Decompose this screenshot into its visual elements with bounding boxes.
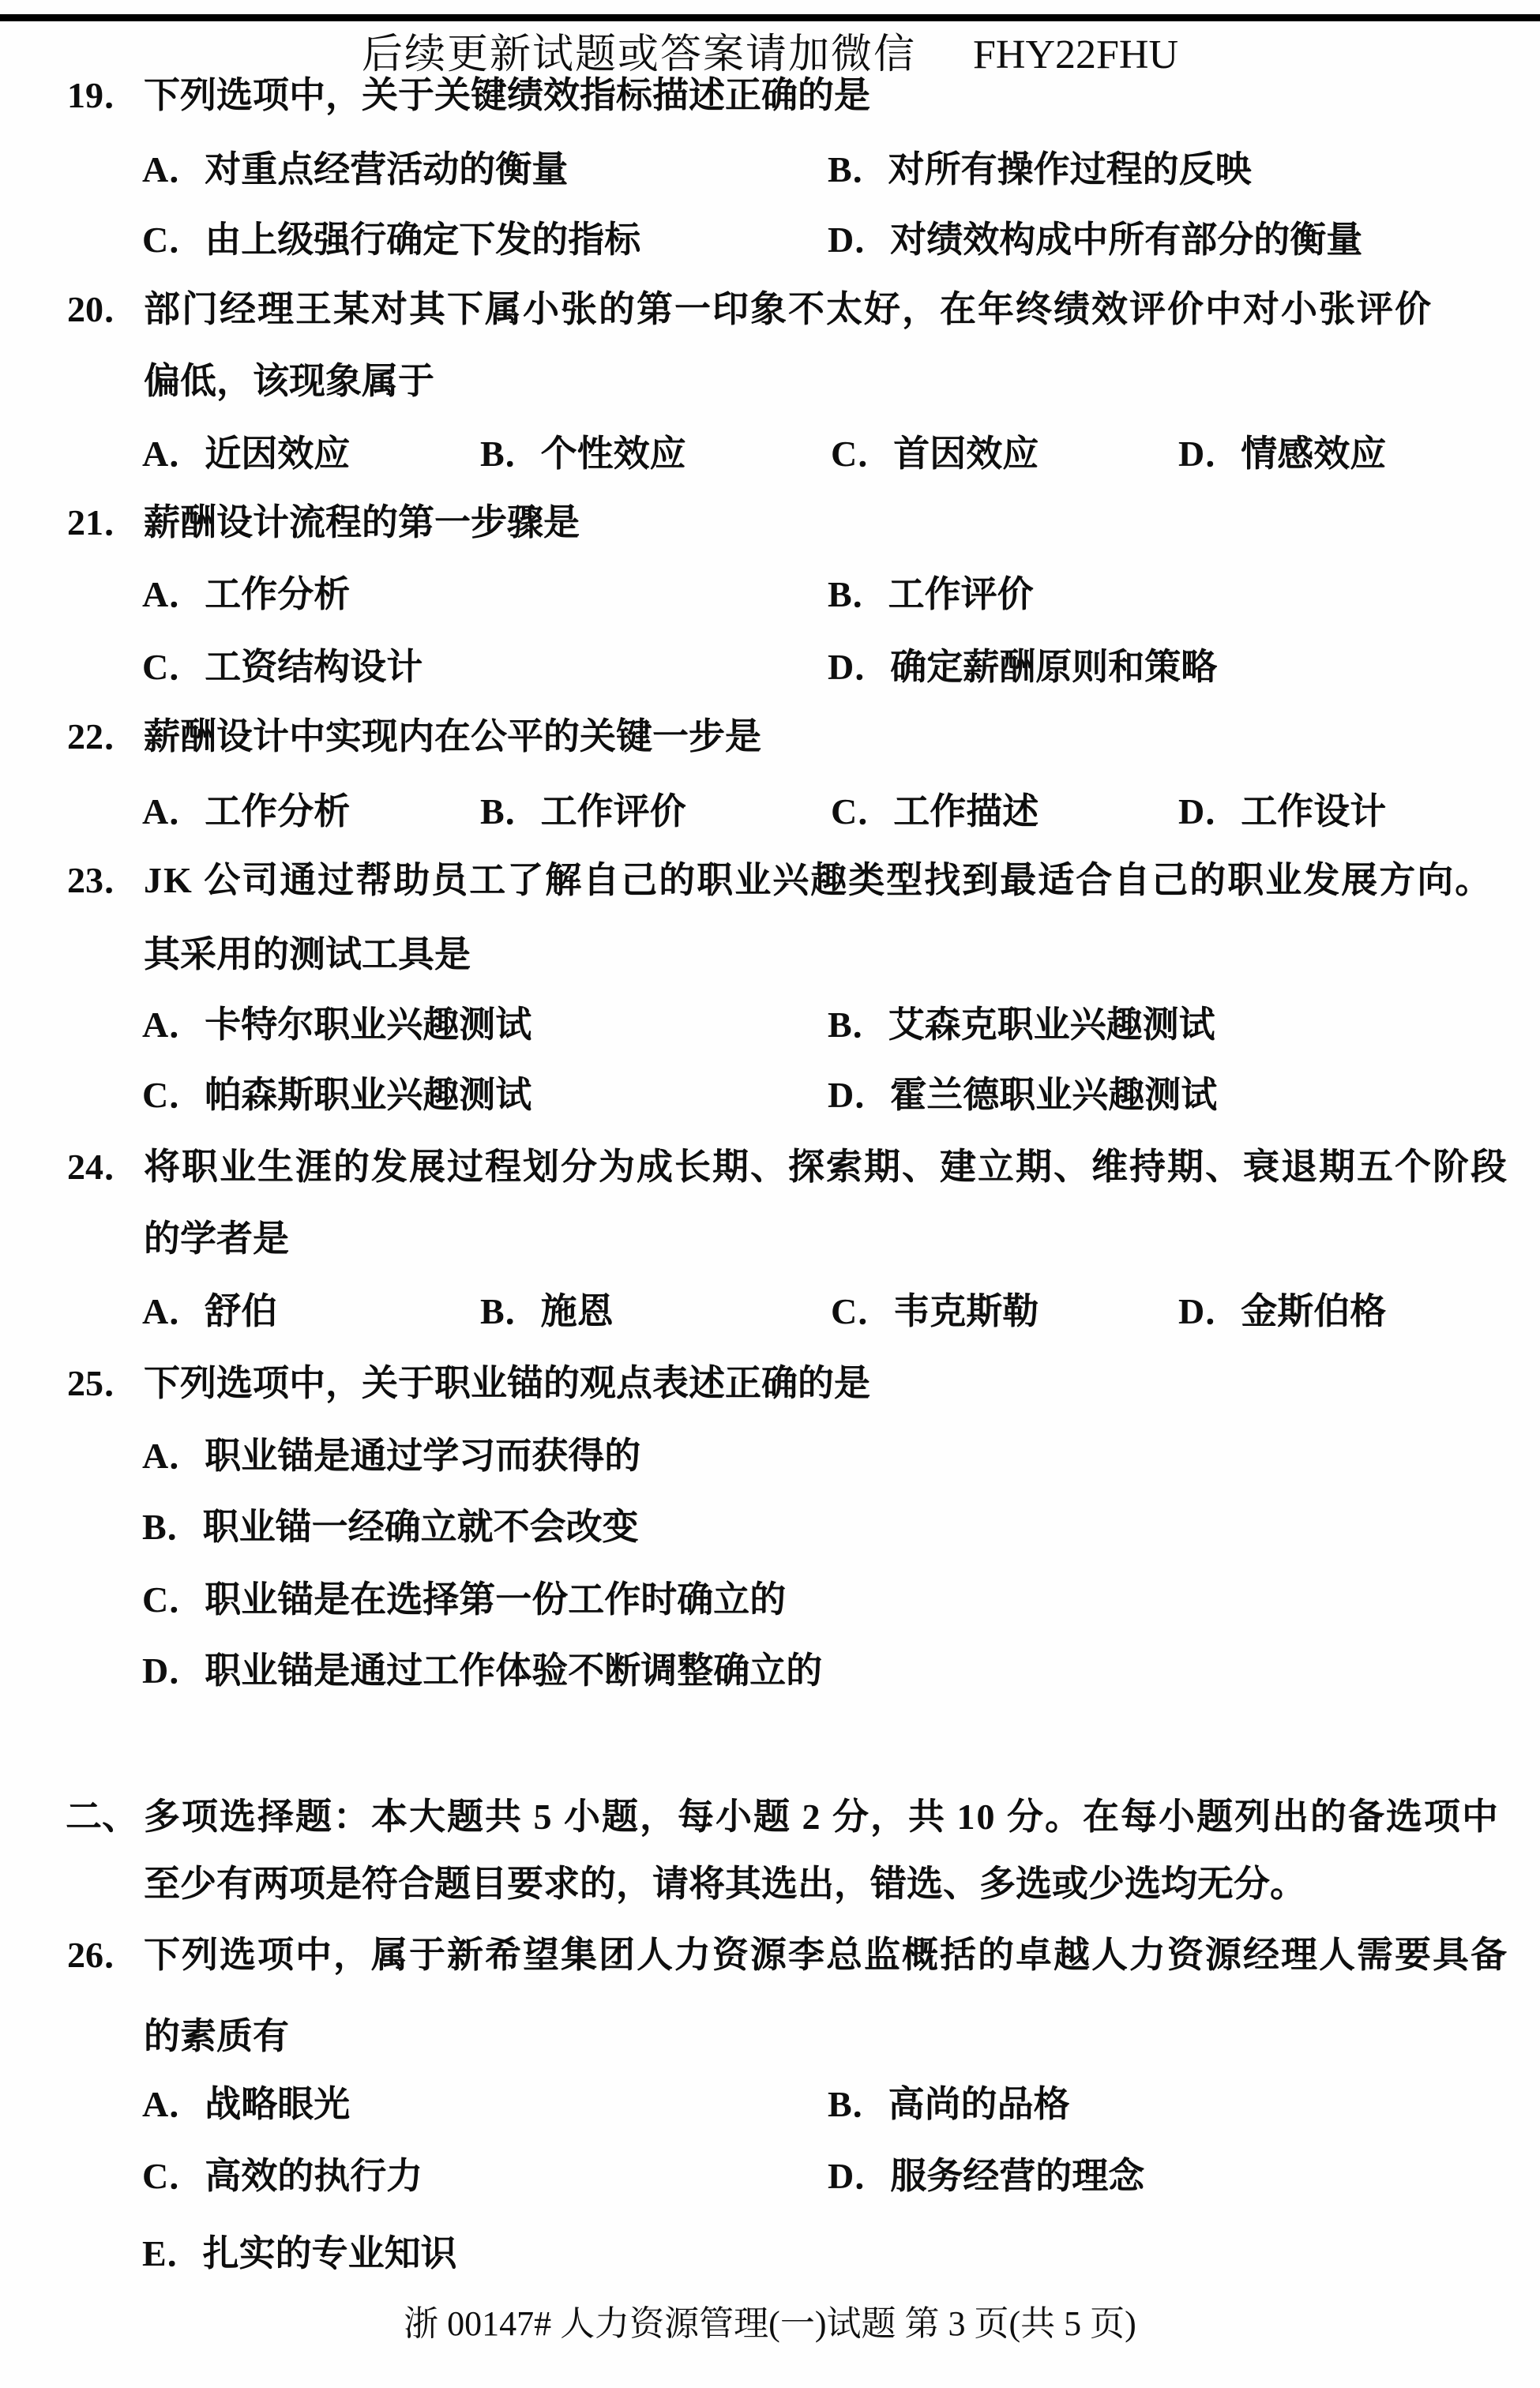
question-19-options-row-2 bbox=[0, 220, 1540, 268]
question-19-option-d: D．对绩效构成中所有部分的衡量 bbox=[828, 220, 1363, 260]
question-23-options-row-2 bbox=[0, 1076, 1540, 1123]
question-20-option-b: B．个性效应 bbox=[480, 434, 686, 474]
question-24-option-a: A．舒伯 bbox=[142, 1291, 278, 1331]
question-22-text: 薪酬设计中实现内在公平的关键一步是 bbox=[144, 716, 761, 757]
question-21 bbox=[0, 503, 1540, 550]
question-21-text: 薪酬设计流程的第一步骤是 bbox=[144, 502, 580, 543]
question-24-option-b: B．施恩 bbox=[480, 1291, 614, 1331]
footer-text: 浙 00147# 人力资源管理(一)试题 第 3 页(共 5 页) bbox=[404, 2304, 1136, 2343]
section-2-header-continuation bbox=[0, 1864, 1540, 1912]
question-20-text-line-2: 偏低，该现象属于 bbox=[144, 361, 434, 401]
question-25-option-row-a bbox=[0, 1436, 1540, 1484]
question-26-number: 26． bbox=[67, 1935, 140, 1975]
question-22-option-d: D．工作设计 bbox=[1178, 791, 1387, 832]
question-20-option-c: C．首因效应 bbox=[831, 434, 1039, 474]
section-2-header bbox=[0, 1797, 1540, 1845]
question-20-options-row bbox=[0, 434, 1540, 482]
question-23-option-d: D．霍兰德职业兴趣测试 bbox=[828, 1075, 1218, 1115]
question-20 bbox=[0, 290, 1540, 337]
question-25-number: 25． bbox=[67, 1363, 140, 1403]
question-21-option-c: C．工资结构设计 bbox=[142, 647, 423, 687]
question-19-options-row-1 bbox=[0, 150, 1540, 197]
page-header bbox=[0, 21, 1540, 80]
question-24-option-d: D．金斯伯格 bbox=[1178, 1291, 1387, 1331]
question-22 bbox=[0, 717, 1540, 764]
question-26-option-c: C．高效的执行力 bbox=[142, 2156, 423, 2196]
question-24-continuation bbox=[0, 1219, 1540, 1267]
question-23-text-line-1: JK 公司通过帮助员工了解自己的职业兴趣类型找到最适合自己的职业发展方向。 bbox=[144, 860, 1493, 900]
question-23-continuation bbox=[0, 935, 1540, 982]
header-notice: 后续更新试题或答案请加微信 bbox=[361, 32, 916, 77]
question-24-number: 24． bbox=[67, 1147, 140, 1187]
question-24-text-line-1: 将职业生涯的发展过程划分为成长期、探索期、建立期、维持期、衰退期五个阶段 bbox=[144, 1147, 1508, 1187]
question-25 bbox=[0, 1364, 1540, 1411]
question-23 bbox=[0, 861, 1540, 908]
question-19-option-c: C．由上级强行确定下发的指标 bbox=[142, 220, 641, 260]
question-21-option-d: D．确定薪酬原则和策略 bbox=[828, 647, 1218, 687]
page-footer bbox=[0, 2295, 1540, 2345]
question-22-options-row bbox=[0, 792, 1540, 839]
question-25-option-b: B．职业锚一经确立就不会改变 bbox=[142, 1507, 639, 1547]
question-26 bbox=[0, 1936, 1540, 1983]
question-24 bbox=[0, 1147, 1540, 1195]
question-24-option-c: C．韦克斯勒 bbox=[831, 1291, 1039, 1331]
header-wechat-code: FHY22FHU bbox=[972, 32, 1179, 77]
question-25-option-a: A．职业锚是通过学习而获得的 bbox=[142, 1436, 641, 1476]
question-20-option-d: D．情感效应 bbox=[1178, 434, 1387, 474]
section-2-text-line-1: 多项选择题：本大题共 5 小题，每小题 2 分，共 10 分。在每小题列出的备选项中 bbox=[144, 1797, 1500, 1837]
question-26-option-b: B．高尚的品格 bbox=[828, 2084, 1070, 2124]
question-21-number: 21． bbox=[67, 502, 140, 543]
question-24-text-line-2: 的学者是 bbox=[144, 1218, 289, 1259]
question-23-options-row-1 bbox=[0, 1005, 1540, 1053]
question-26-options-row-2 bbox=[0, 2157, 1540, 2204]
question-25-option-c: C．职业锚是在选择第一份工作时确立的 bbox=[142, 1579, 787, 1620]
question-23-number: 23． bbox=[67, 860, 140, 900]
question-23-option-c: C．帕森斯职业兴趣测试 bbox=[142, 1075, 532, 1115]
question-26-option-row-e bbox=[0, 2234, 1540, 2281]
question-19-option-b: B．对所有操作过程的反映 bbox=[828, 149, 1252, 190]
question-21-options-row-2 bbox=[0, 648, 1540, 695]
section-2-text-line-2: 至少有两项是符合题目要求的，请将其选出，错选、多选或少选均无分。 bbox=[144, 1864, 1306, 1904]
question-24-options-row bbox=[0, 1292, 1540, 1339]
question-21-options-row-1 bbox=[0, 575, 1540, 622]
question-23-option-b: B．艾森克职业兴趣测试 bbox=[828, 1004, 1215, 1045]
section-2-label: 二、 bbox=[66, 1797, 138, 1837]
question-25-option-row-c bbox=[0, 1580, 1540, 1628]
question-25-option-row-d bbox=[0, 1651, 1540, 1699]
question-20-text-line-1: 部门经理王某对其下属小张的第一印象不太好，在年终绩效评价中对小张评价 bbox=[144, 289, 1433, 329]
question-19-text: 下列选项中，关于关键绩效指标描述正确的是 bbox=[144, 75, 870, 115]
question-25-option-d: D．职业锚是通过工作体验不断调整确立的 bbox=[142, 1650, 823, 1691]
question-26-text-line-2: 的素质有 bbox=[144, 2016, 289, 2056]
question-19 bbox=[0, 76, 1540, 123]
question-19-option-a: A．对重点经营活动的衡量 bbox=[142, 149, 569, 190]
question-23-option-a: A．卡特尔职业兴趣测试 bbox=[142, 1004, 532, 1045]
question-26-text-line-1: 下列选项中，属于新希望集团人力资源李总监概括的卓越人力资源经理人需要具备 bbox=[144, 1935, 1508, 1975]
question-20-continuation bbox=[0, 362, 1540, 409]
question-26-option-e: E．扎实的专业知识 bbox=[142, 2233, 457, 2273]
question-22-option-a: A．工作分析 bbox=[142, 791, 351, 832]
question-26-option-d: D．服务经营的理念 bbox=[828, 2156, 1145, 2196]
question-26-option-a: A．战略眼光 bbox=[142, 2084, 351, 2124]
question-20-number: 20． bbox=[67, 289, 140, 329]
question-21-option-a: A．工作分析 bbox=[142, 574, 351, 614]
question-26-continuation bbox=[0, 2017, 1540, 2064]
question-22-option-b: B．工作评价 bbox=[480, 791, 686, 832]
question-22-option-c: C．工作描述 bbox=[831, 791, 1039, 832]
question-23-text-line-2: 其采用的测试工具是 bbox=[144, 934, 471, 974]
question-25-text: 下列选项中，关于职业锚的观点表述正确的是 bbox=[144, 1363, 870, 1403]
question-22-number: 22． bbox=[67, 716, 140, 757]
question-25-option-row-b bbox=[0, 1508, 1540, 1555]
question-21-option-b: B．工作评价 bbox=[828, 574, 1034, 614]
question-19-number: 19． bbox=[67, 75, 140, 115]
question-20-option-a: A．近因效应 bbox=[142, 434, 351, 474]
question-26-options-row-1 bbox=[0, 2085, 1540, 2132]
